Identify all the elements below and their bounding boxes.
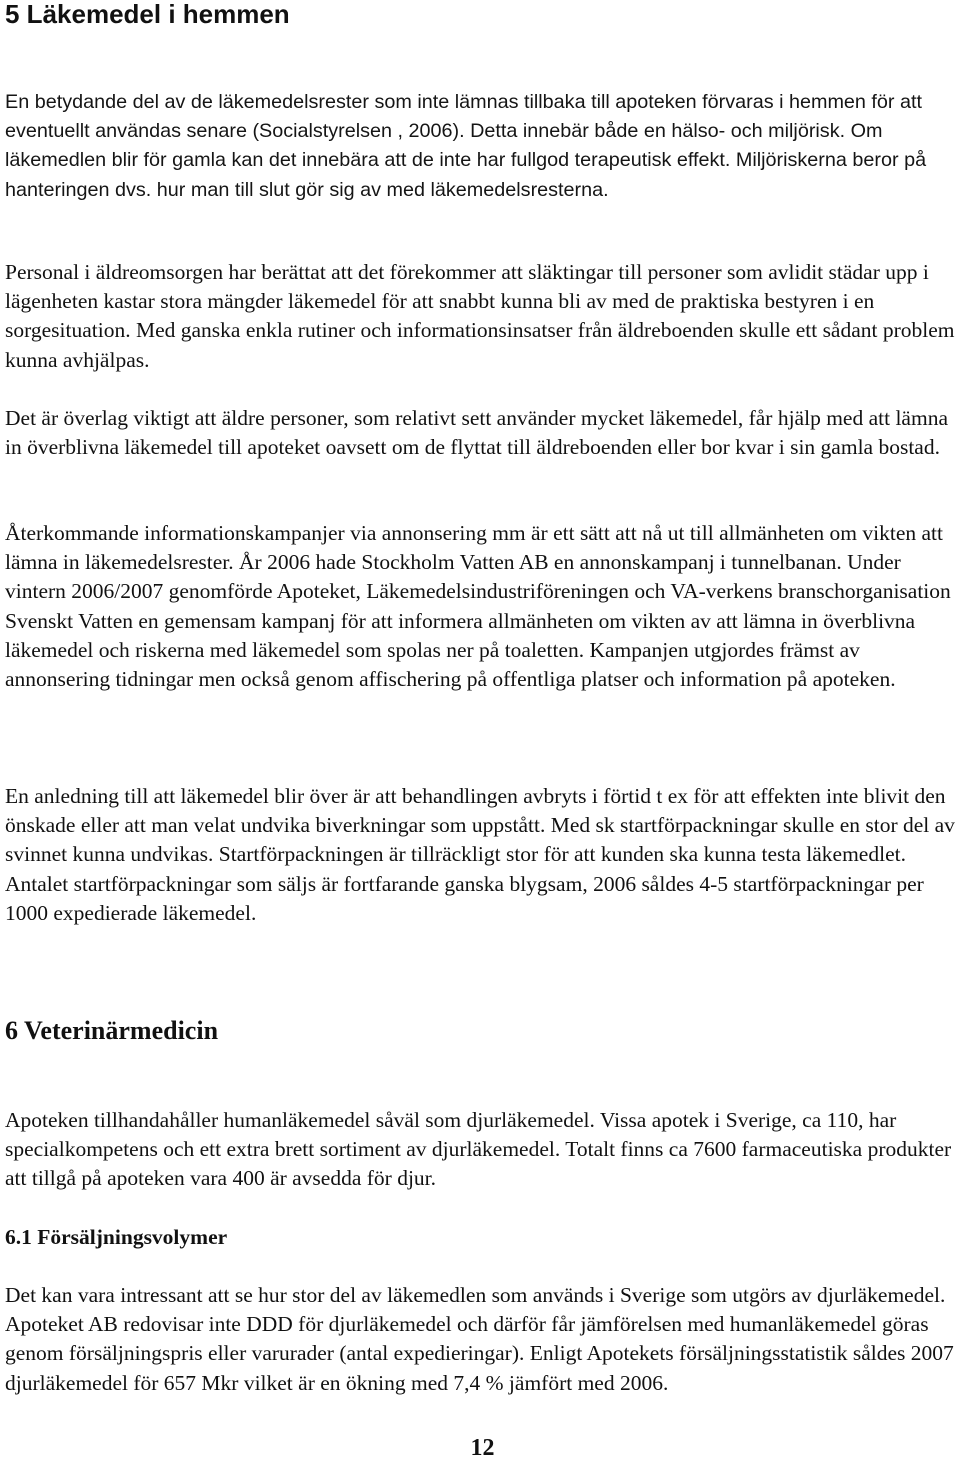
paragraph-return-medicines: Det är överlag viktigt att äldre personer, som relativt sett använder mycket läkemedel, får hjälp med att lämna in överblivna läkemedel till apoteket oavsett om de flyttat till äldreboenden eller bor kvar i sin gamla bostad. xyxy=(5,406,948,460)
paragraph-veterinary-medicine: Apoteken tillhandahåller humanläkemedel såväl som djurläkemedel. Vissa apotek i Sverige, ca 110, har specialkompetens och ett extra brett sortiment av djurläkemedel. Totalt finns ca 7600 farmaceutiska produkter att tillgå på apoteken vara 400 är avsedda för djur. xyxy=(5,1108,952,1191)
page-number: 12 xyxy=(470,1435,495,1461)
section-6-1-heading: 6.1 Försäljningsvolymer xyxy=(5,1225,228,1249)
document-page xyxy=(5,0,955,1462)
section-6-heading: 6 Veterinärmedicin xyxy=(5,1016,219,1045)
paragraph-storage-at-home: En betydande del av de läkemedelsrester som inte lämnas tillbaka till apoteken förvaras i hemmen för att eventuellt användas senare (Socialstyrelsen , 2006). Detta innebär både en hälso- och miljörisk. Om läkemedlen blir för gamla kan det innebära att de inte har fullgod terapeutisk effekt. Miljöriskerna beror på hanteringen dvs. hur man till slut gör sig av med läkemedelsresterna. xyxy=(5,91,927,201)
paragraph-sales-volumes: Det kan vara intressant att se hur stor del av läkemedlen som används i Sverige som utgörs av djurläkemedel. Apoteket AB redovisar inte DDD för djurläkemedel och därför får jämförelsen med humanläkemedel göras genom försäljningspris eller varurader (antal expedieringar). Enligt Apotekets försäljningsstatistik såldes 2007 djurläkemedel för 657 Mkr vilket är en ökning med 7,4 % jämfört med 2006. xyxy=(5,1283,954,1395)
section-5-heading: 5 Läkemedel i hemmen xyxy=(5,0,290,29)
paragraph-elderly-care: Personal i äldreomsorgen har berättat att det förekommer att släktingar till personer som avlidit städar upp i lägenheten kastar stora mängder läkemedel för att snabbt kunna bli av med de praktiska bestyren i en sorgesituation. Med ganska enkla rutiner och informationsinsatser från äldreboenden skulle ett sådant problem kunna avhjälpas. xyxy=(5,260,955,372)
paragraph-information-campaigns: Återkommande informationskampanjer via annonsering mm är ett sätt att nå ut till allmänheten om vikten att lämna in läkemedelsrester. År 2006 hade Stockholm Vatten AB en annonskampanj i tunnelbanan. Under vintern 2006/2007 genomförde Apoteket, Läkemedelsindustriföreningen och VA-verkens branschorganisation Svenskt Vatten en gemensam kampanj för att informera allmänheten om vikten av att lämna in överblivna läkemedel och riskerna med läkemedel som spolas ner på toaletten. Kampanjen utgjordes främst av annonsering tidningar men också genom affischering på offentliga platser och information på apoteken. xyxy=(5,521,951,692)
paragraph-starter-packs: En anledning till att läkemedel blir över är att behandlingen avbryts i förtid t ex för att effekten inte blivit den önskade eller att man velat undvika biverkningar som uppstått. Med sk startförpackningar skulle en stor del av svinnet kunna undvikas. Startförpackningen är tillräckligt stor för att kunden ska kunna testa läkemedlet. Antalet startförpackningar som säljs är fortfarande ganska blygsam, 2006 såldes 4-5 startförpackningar per 1000 expedierade läkemedel. xyxy=(5,784,955,925)
